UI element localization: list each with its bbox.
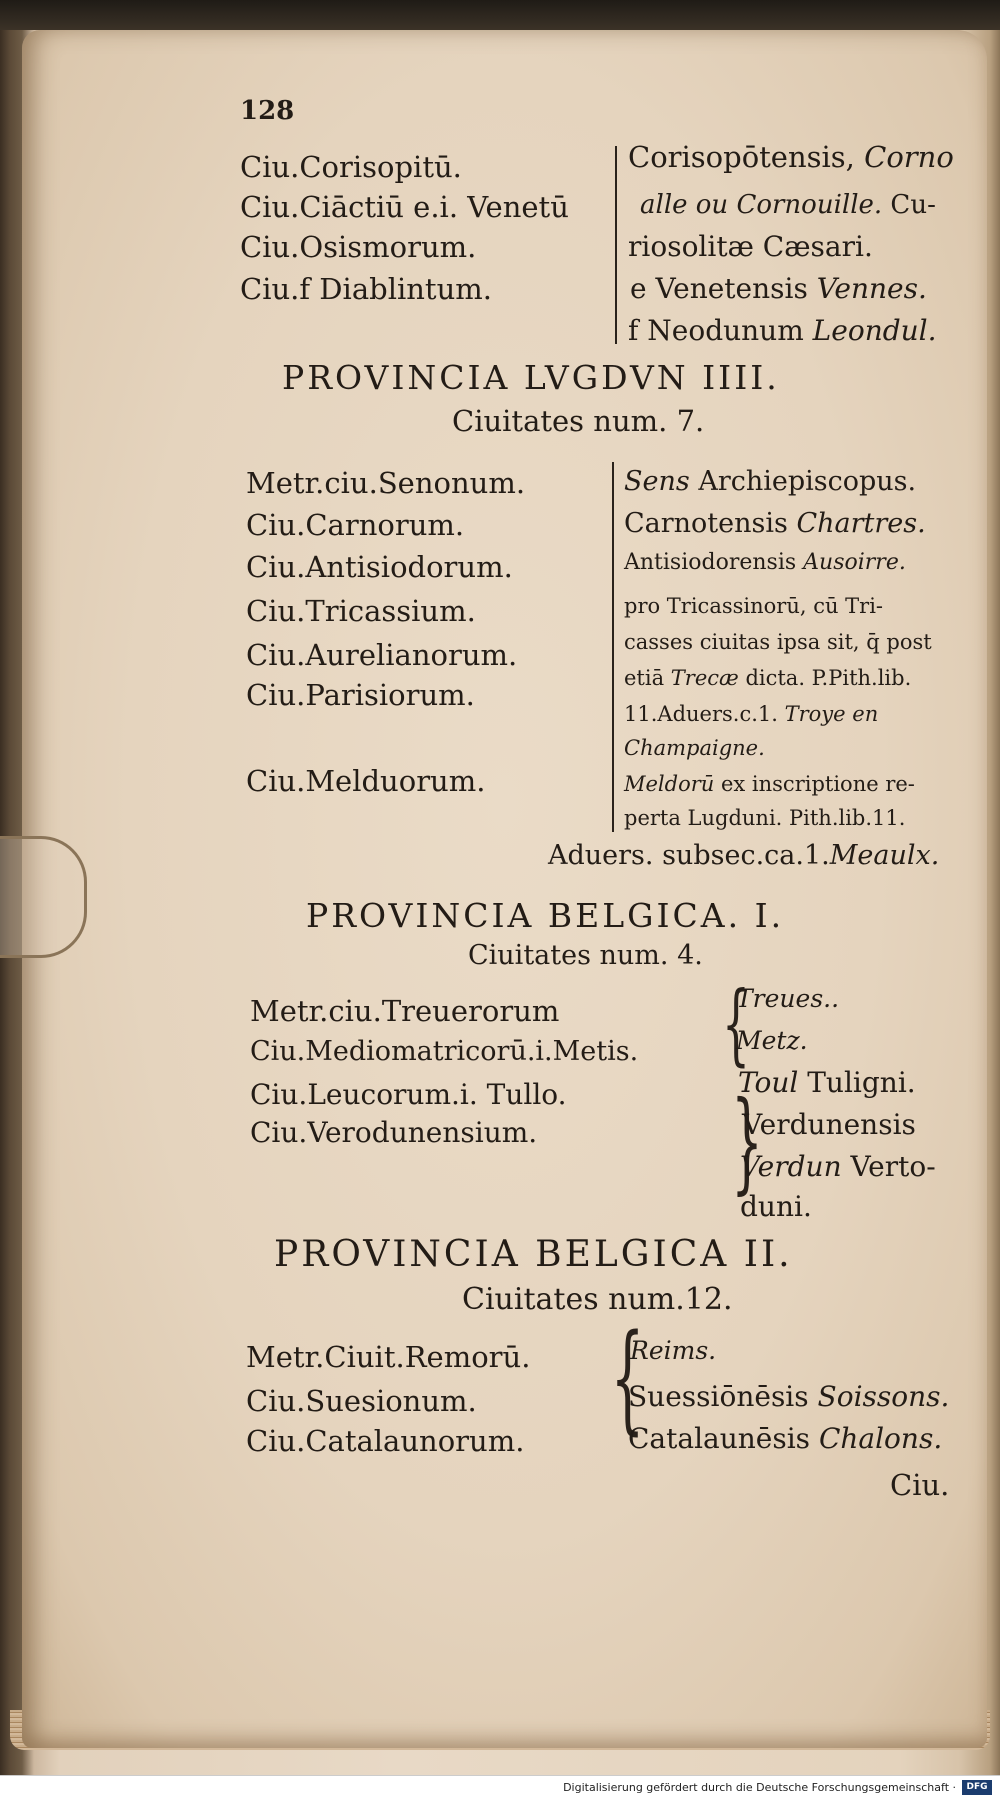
list-item: Ciu.Suesionum. bbox=[246, 1384, 477, 1418]
gloss-italic: Metz. bbox=[736, 1026, 808, 1055]
gloss-line bbox=[738, 1066, 916, 1099]
list-item bbox=[240, 190, 569, 224]
gloss-text: f Neodunum bbox=[628, 314, 813, 347]
gloss-italic: Vennes. bbox=[816, 272, 927, 305]
footer-credit: Digitalisierung gefördert durch die Deutsche Forschungsgemeinschaft · bbox=[563, 1781, 956, 1794]
list-item: Metr.ciu.Treuerorum bbox=[250, 994, 560, 1028]
gloss-line bbox=[740, 1150, 936, 1183]
gloss-text: etiā bbox=[624, 666, 671, 690]
list-item: Ciu.Leucorum.i. Tullo. bbox=[250, 1078, 567, 1111]
list-item: Ciu.Tricassium. bbox=[246, 594, 476, 628]
list-item: Ciu.Verodunensium. bbox=[250, 1116, 538, 1149]
gloss-text: Carnotensis bbox=[624, 508, 797, 539]
gloss-line bbox=[624, 736, 765, 760]
gloss-line bbox=[624, 630, 932, 654]
list-item: Ciu.Catalaunorum. bbox=[246, 1424, 525, 1458]
gloss-text: Cu- bbox=[882, 190, 936, 220]
gloss-text: dicta. P.Pith.lib. bbox=[738, 666, 912, 690]
gloss-line bbox=[736, 984, 839, 1013]
gloss-italic: Champaigne. bbox=[624, 736, 765, 760]
gloss-line bbox=[624, 666, 911, 690]
catchword: Ciu. bbox=[890, 1468, 950, 1502]
gloss-line bbox=[628, 1380, 949, 1413]
gloss-line bbox=[628, 230, 873, 263]
gloss-italic: Leondul. bbox=[812, 314, 937, 347]
gloss-line bbox=[548, 840, 939, 871]
brace-1 bbox=[615, 146, 617, 344]
list-item: Ciu.Aurelianorum. bbox=[246, 638, 518, 672]
gloss-text: duni. bbox=[740, 1190, 812, 1223]
brace-2 bbox=[612, 462, 614, 832]
section-count: Ciuitates num. 7. bbox=[452, 404, 705, 438]
dfg-logo: DFG bbox=[962, 1780, 992, 1795]
section-heading: PROVINCIA BELGICA. I. bbox=[306, 896, 785, 935]
gloss-text: Catalaunēsis bbox=[628, 1422, 819, 1455]
gloss-text: Verto- bbox=[841, 1150, 936, 1183]
gloss-italic: Corno bbox=[864, 140, 954, 174]
gloss-line bbox=[624, 806, 905, 830]
gloss-line bbox=[624, 508, 926, 539]
list-item-text: Ciu.Ciāctiū e.i. Venetū bbox=[240, 190, 569, 224]
gloss-italic: Treues.. bbox=[736, 984, 840, 1013]
gloss-italic: Chartres. bbox=[796, 508, 926, 539]
gloss-italic: Meaulx. bbox=[829, 840, 940, 871]
gloss-line bbox=[640, 190, 936, 220]
gloss-italic: Chalons. bbox=[818, 1422, 943, 1455]
gloss-italic: Reims. bbox=[630, 1336, 717, 1365]
list-item: Ciu.Osismorum. bbox=[240, 230, 477, 264]
gloss-italic: Toul bbox=[738, 1066, 799, 1099]
gloss-line bbox=[624, 702, 878, 726]
gloss-italic: Soissons. bbox=[817, 1380, 950, 1413]
digitization-footer bbox=[0, 1775, 1000, 1800]
gloss-text: Tuligni. bbox=[798, 1066, 916, 1099]
book-clasp bbox=[0, 836, 87, 958]
gloss-italic: Ausoirre. bbox=[803, 550, 906, 575]
gloss-text: Suessiōnēsis bbox=[628, 1380, 818, 1413]
section-count: Ciuitates num.12. bbox=[462, 1282, 733, 1317]
gloss-text: Corisopōtensis, bbox=[628, 140, 865, 174]
gloss-italic: alle ou Cornouille. bbox=[640, 190, 883, 220]
section-heading: PROVINCIA BELGICA II. bbox=[274, 1234, 793, 1275]
gloss-italic: Meldorū bbox=[624, 772, 715, 796]
list-item: Ciu.Parisiorum. bbox=[246, 678, 475, 712]
list-item: Ciu.Melduorum. bbox=[246, 764, 486, 798]
gloss-line bbox=[628, 1422, 942, 1455]
gloss-line bbox=[624, 594, 883, 618]
book-top-edge bbox=[0, 0, 1000, 30]
gloss-text: Archiepiscopus. bbox=[689, 466, 917, 497]
list-item: Ciu.Antisiodorum. bbox=[246, 550, 513, 584]
list-item: Ciu.Corisopitū. bbox=[240, 150, 462, 184]
gloss-text: riosolitæ Cæsari. bbox=[628, 230, 873, 263]
gloss-line bbox=[630, 1336, 716, 1365]
gloss-text: pro Tricassinorū, cū Tri- bbox=[624, 594, 884, 618]
gloss-text: 11.Aduers.c.1. bbox=[624, 702, 785, 726]
gloss-line bbox=[742, 1108, 916, 1141]
section-count: Ciuitates num. 4. bbox=[468, 940, 703, 971]
section-heading: PROVINCIA LVGDVN IIII. bbox=[282, 358, 780, 397]
gloss-italic: Troye en bbox=[784, 702, 879, 726]
gloss-italic: Sens bbox=[624, 466, 690, 497]
gloss-text: ex inscriptione re- bbox=[714, 772, 915, 796]
brace-3b: } bbox=[731, 1077, 763, 1205]
list-item: Metr.Ciuit.Remorū. bbox=[246, 1340, 531, 1374]
list-item: Metr.ciu.Senonum. bbox=[246, 466, 526, 500]
gloss-text: Verdunensis bbox=[742, 1108, 916, 1141]
gloss-line bbox=[624, 466, 916, 497]
list-item: Ciu.f Diablintum. bbox=[240, 272, 492, 306]
gloss-line bbox=[628, 314, 937, 347]
brace-3: { bbox=[722, 972, 750, 1075]
page-number: 128 bbox=[240, 96, 295, 126]
gloss-text: perta Lugduni. Pith.lib.11. bbox=[624, 806, 906, 830]
gloss-line bbox=[624, 550, 906, 575]
gloss-text: casses ciuitas ipsa sit, q̄ post bbox=[624, 630, 932, 654]
gloss-text: Antisiodorensis bbox=[624, 550, 804, 575]
gloss-line bbox=[740, 1190, 812, 1223]
gloss-italic: Trecæ bbox=[670, 666, 739, 690]
gloss-italic: Verdun bbox=[740, 1150, 842, 1183]
list-item: Ciu.Carnorum. bbox=[246, 508, 465, 542]
list-item: Ciu.Mediomatricorū.i.Metis. bbox=[250, 1036, 639, 1067]
gloss-text: Aduers. subsec.ca.1. bbox=[548, 840, 830, 871]
gloss-line bbox=[630, 272, 927, 305]
brace-4: { bbox=[610, 1308, 645, 1446]
gloss-line bbox=[628, 140, 954, 174]
gloss-line bbox=[624, 772, 915, 796]
gloss-text: e Venetensis bbox=[630, 272, 817, 305]
gloss-line bbox=[736, 1026, 808, 1055]
